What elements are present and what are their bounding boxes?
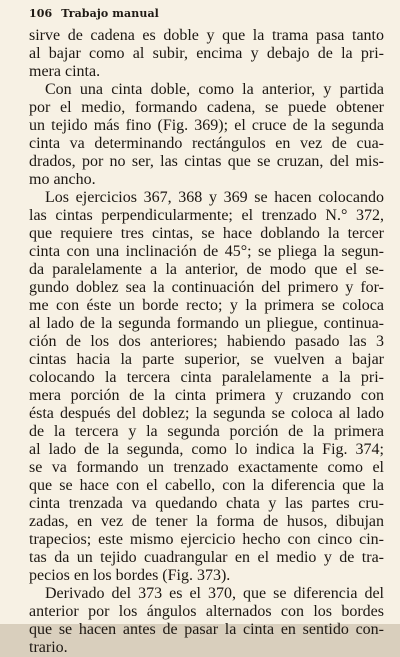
text-line: se va formando un trenzado exactamente como el xyxy=(29,459,384,476)
text-line: cinta trenzada va quedando chata y las partes cru- xyxy=(29,495,384,512)
text-line: cintas hacia la parte superior, se vuelven a bajar xyxy=(29,351,384,368)
text-line: mo ancho. xyxy=(29,171,96,188)
text-line: gundo doblez sea la continuación del primero y for- xyxy=(29,279,384,296)
text-line: Derivado del 373 es el 370, que se diferencia del xyxy=(45,585,384,602)
text-line: da paralelamente a la anterior, de modo que el se- xyxy=(29,261,384,278)
text-line: que se hace con el cabello, con la diferencia que la xyxy=(29,477,384,494)
text-line: que requiere tres cintas, se hace doblando la tercer xyxy=(29,225,384,242)
body-text xyxy=(29,27,384,657)
text-line: las cintas perpendicularmente; el trenzado N.° 372, xyxy=(29,207,384,224)
running-title: Trabajo manual xyxy=(61,7,159,20)
text-line: anterior por los ángulos alternados con los bordes xyxy=(29,603,384,620)
text-line: pecios en los bordes (Fig. 373). xyxy=(29,567,231,584)
text-line: por el medio, formando cadena, se puede obtener xyxy=(29,99,384,116)
text-line: ción de los dos anteriores; habiendo pasado las 3 xyxy=(29,333,384,350)
text-line: mera cinta. xyxy=(29,63,101,80)
text-line: un tejido más fino (Fig. 369); el cruce de la segunda xyxy=(29,117,384,134)
text-line: cinta va determinando rectángulos en vez de cua- xyxy=(29,135,384,152)
text-line: cinta con una inclinación de 45°; se pliega la segun- xyxy=(29,243,384,260)
text-line: trapecios; este mismo ejercicio hecho con cinco cin- xyxy=(29,531,384,548)
page-number: 106 xyxy=(29,7,53,20)
text-line: zadas, en vez de tener la forma de husos, dibujan xyxy=(29,513,384,530)
text-line: me con éste un borde recto; y la primera se coloca xyxy=(29,297,384,314)
text-line: ésta después del doblez; la segunda se coloca al lado xyxy=(29,405,384,422)
text-line: trario. xyxy=(29,639,68,656)
running-head xyxy=(29,7,159,20)
text-line: que se hacen antes de pasar la cinta en sentido con- xyxy=(29,621,384,638)
text-line: drados, por no ser, las cintas que se cruzan, del mis- xyxy=(29,153,384,170)
text-line: de la tercera y la segunda porción de la primera xyxy=(29,423,384,440)
text-line: colocando la tercera cinta paralelamente a la pri- xyxy=(29,369,384,386)
text-line: al lado de la segunda, como lo indica la Fig. 374; xyxy=(29,441,384,458)
text-line: Con una cinta doble, como la anterior, y partida xyxy=(45,81,384,98)
text-line: al bajar como al subir, encima y debajo de la pri- xyxy=(29,45,384,62)
text-line: mera porción de la cinta primera y cruzando con xyxy=(29,387,384,404)
text-line: Los ejercicios 367, 368 y 369 se hacen colocando xyxy=(45,189,384,206)
text-line: sirve de cadena es doble y que la trama pasa tanto xyxy=(29,27,384,44)
text-line: tas da un tejido cuadrangular en el medio y de tra- xyxy=(29,549,384,566)
text-line: al lado de la segunda formando un pliegue, continua- xyxy=(29,315,384,332)
